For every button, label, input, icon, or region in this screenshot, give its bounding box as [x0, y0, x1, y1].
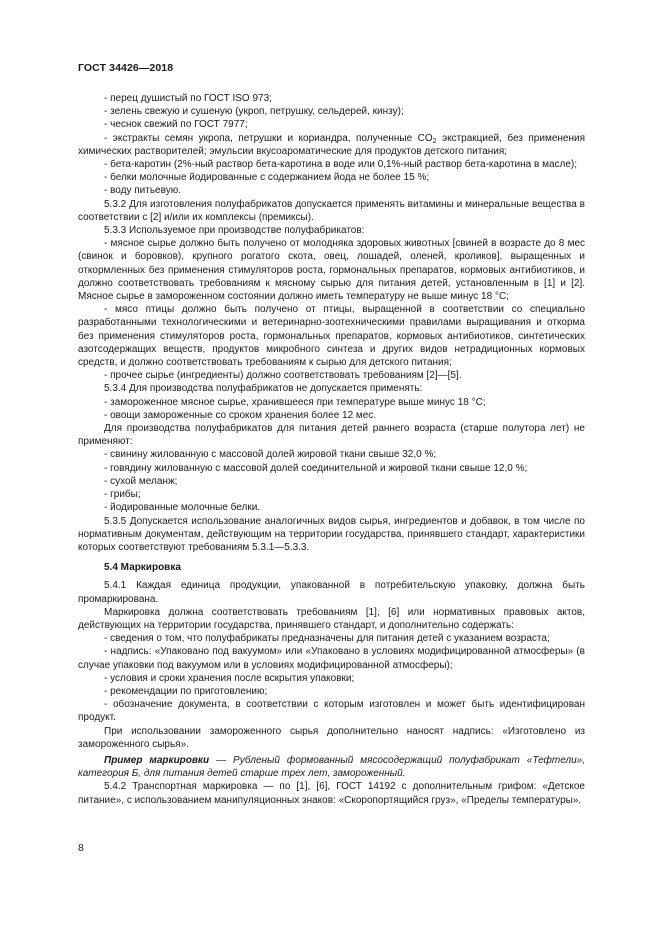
list-item: - условия и сроки хранения после вскрытия упаковки;	[104, 672, 355, 684]
example-lead: Пример маркировки	[104, 754, 210, 766]
list-item: - обозначение документа, в соответствии с которым изготовлен и может быть идентифицирован продукт.	[78, 699, 585, 724]
list-item: - мясо птицы должно быть получено от птицы, выращенной в соответствии со специально разработанными технологическими и ветеринарно-зоотехническими правилами выращивания и откорма без применения стимуляторов роста, гормональных препаратов, кормовых антибиотиков, синтетических азотсодержащих веществ, продуктов микробного синтеза и других видов нетрадиционных кормовых средств, и должно соответствовать требованиям к сырью для детского питания;	[78, 304, 585, 369]
list-item: - прочее сырье (ингредиенты) должно соответствовать требованиям [2]—[5].	[104, 370, 462, 382]
list-item: - замороженное мясное сырье, хранившееся при температуре выше минус 18 °С;	[104, 396, 486, 408]
paragraph-early-age: Для производства полуфабрикатов для питания детей раннего возраста (старше полутора лет) не применяют:	[78, 423, 585, 448]
list-item: - бета-каротин (2%-ный раствор бета-каротина в воде или 0,1%-ный раствор бета-каротина в масле);	[104, 159, 578, 171]
text-fragment: - экстракты семян укропа, петрушки и кориандра, полученные CO	[104, 132, 433, 144]
list-item: - сведения о том, что полуфабрикаты предназначены для питания детей с указанием возраста;	[104, 633, 550, 645]
document-header: ГОСТ 34426—2018	[78, 62, 174, 74]
page-number: 8	[78, 842, 84, 854]
paragraph-5-4-2: 5.4.2 Транспортная маркировка — по [1], [6], ГОСТ 14192 с дополнительным грифом: «Детское питание», с использованием манипуляционных знаков: «Скоропортящийся груз», «Пределы температуры».	[78, 781, 585, 806]
paragraph-5-3-5: 5.3.5 Допускается использование аналогичных видов сырья, ингредиентов и добавок, в том числе по нормативным документам, действующим на территории государства, принявшего стандарт, характеристики которых соответствуют требованиям 5.3.1—5.3.3.	[78, 515, 585, 553]
list-item-extracts	[78, 132, 585, 158]
list-item: - воду питьевую.	[104, 185, 181, 197]
paragraph-5-3-3: 5.3.3 Используемое при производстве полуфабрикатов:	[104, 225, 365, 237]
paragraph-marking: Маркировка должна соответствовать требованиям [1], [6] или нормативных правовых актов, действующих на территории государства, принявшего стандарт, и дополнительно содержать:	[78, 606, 585, 631]
list-item: - йодированные молочные белки.	[104, 502, 261, 514]
list-item: - зелень свежую и сушеную (укроп, петрушку, сельдерей, кинзу);	[104, 106, 404, 118]
paragraph-5-3-2: 5.3.2 Для изготовления полуфабрикатов допускается применять витамины и минеральные вещества в соответствии с [2] и/или их комплексы (премиксы).	[78, 198, 585, 223]
list-item: - перец душистый по ГОСТ ISO 973;	[104, 93, 272, 104]
example-paragraph	[78, 754, 585, 780]
text-fragment: экстракцией, без применения химических растворителей; эмульсии вкусоароматические для продуктов детского питания;	[78, 132, 585, 157]
subscript: 2	[432, 137, 437, 145]
list-item: - чеснок свежий по ГОСТ 7977;	[104, 119, 248, 131]
list-item: - сухой меланж;	[104, 475, 178, 487]
paragraph-5-4-1: 5.4.1 Каждая единица продукции, упакованной в потребительскую упаковку, должна быть промаркирована.	[78, 580, 585, 605]
list-item: - свинину жилованную с массовой долей жировой ткани свыше 32,0 %;	[104, 449, 437, 461]
list-item: - белки молочные йодированные с содержанием йода не более 15 %;	[104, 172, 430, 184]
list-item: - грибы;	[104, 489, 141, 501]
list-item: - рекомендации по приготовлению;	[104, 685, 268, 697]
list-item: - говядину жилованную с массовой долей соединительной и жировой ткани свыше 12,0 %;	[104, 462, 528, 474]
paragraph-5-3-4: 5.3.4 Для производства полуфабрикатов не допускается применять:	[104, 383, 423, 395]
paragraph-frozen: При использовании замороженного сырья дополнительно наносят надпись: «Изготовлено из замороженного сырья».	[78, 725, 585, 750]
list-item: - овощи замороженные со сроком хранения более 12 мес.	[104, 409, 377, 421]
example-text: — Рубленый формованный мясосодержащий полуфабрикат «Тефтели», категория Б, для питания детей старше трех лет, замороженный.	[78, 754, 586, 780]
list-item: - мясное сырье должно быть получено от молодняка здоровых животных [свиней в возрасте до 8 мес (свинок и боровков), крупного рогатого скота, овец, лошадей, оленей, кроликов], выращенных и откормленных без применения стимуляторов роста, гормональных препаратов, кормовых антибиотиков, и должно соответствовать требованиям к мясному сырью для питания детей, установленным в [1] и [2]. Мясное сырье в замороженном состоянии должно иметь температуру не выше минус 18 °С;	[78, 238, 585, 303]
section-heading: 5.4 Маркировка	[104, 562, 181, 574]
document-body	[78, 92, 585, 807]
list-item: - надпись: «Упаковано под вакуумом» или «Упаковано в условиях модифицированной атмосферы» (в случае упаковки под вакуумом или в условиях модифицированной атмосферы);	[78, 646, 585, 671]
